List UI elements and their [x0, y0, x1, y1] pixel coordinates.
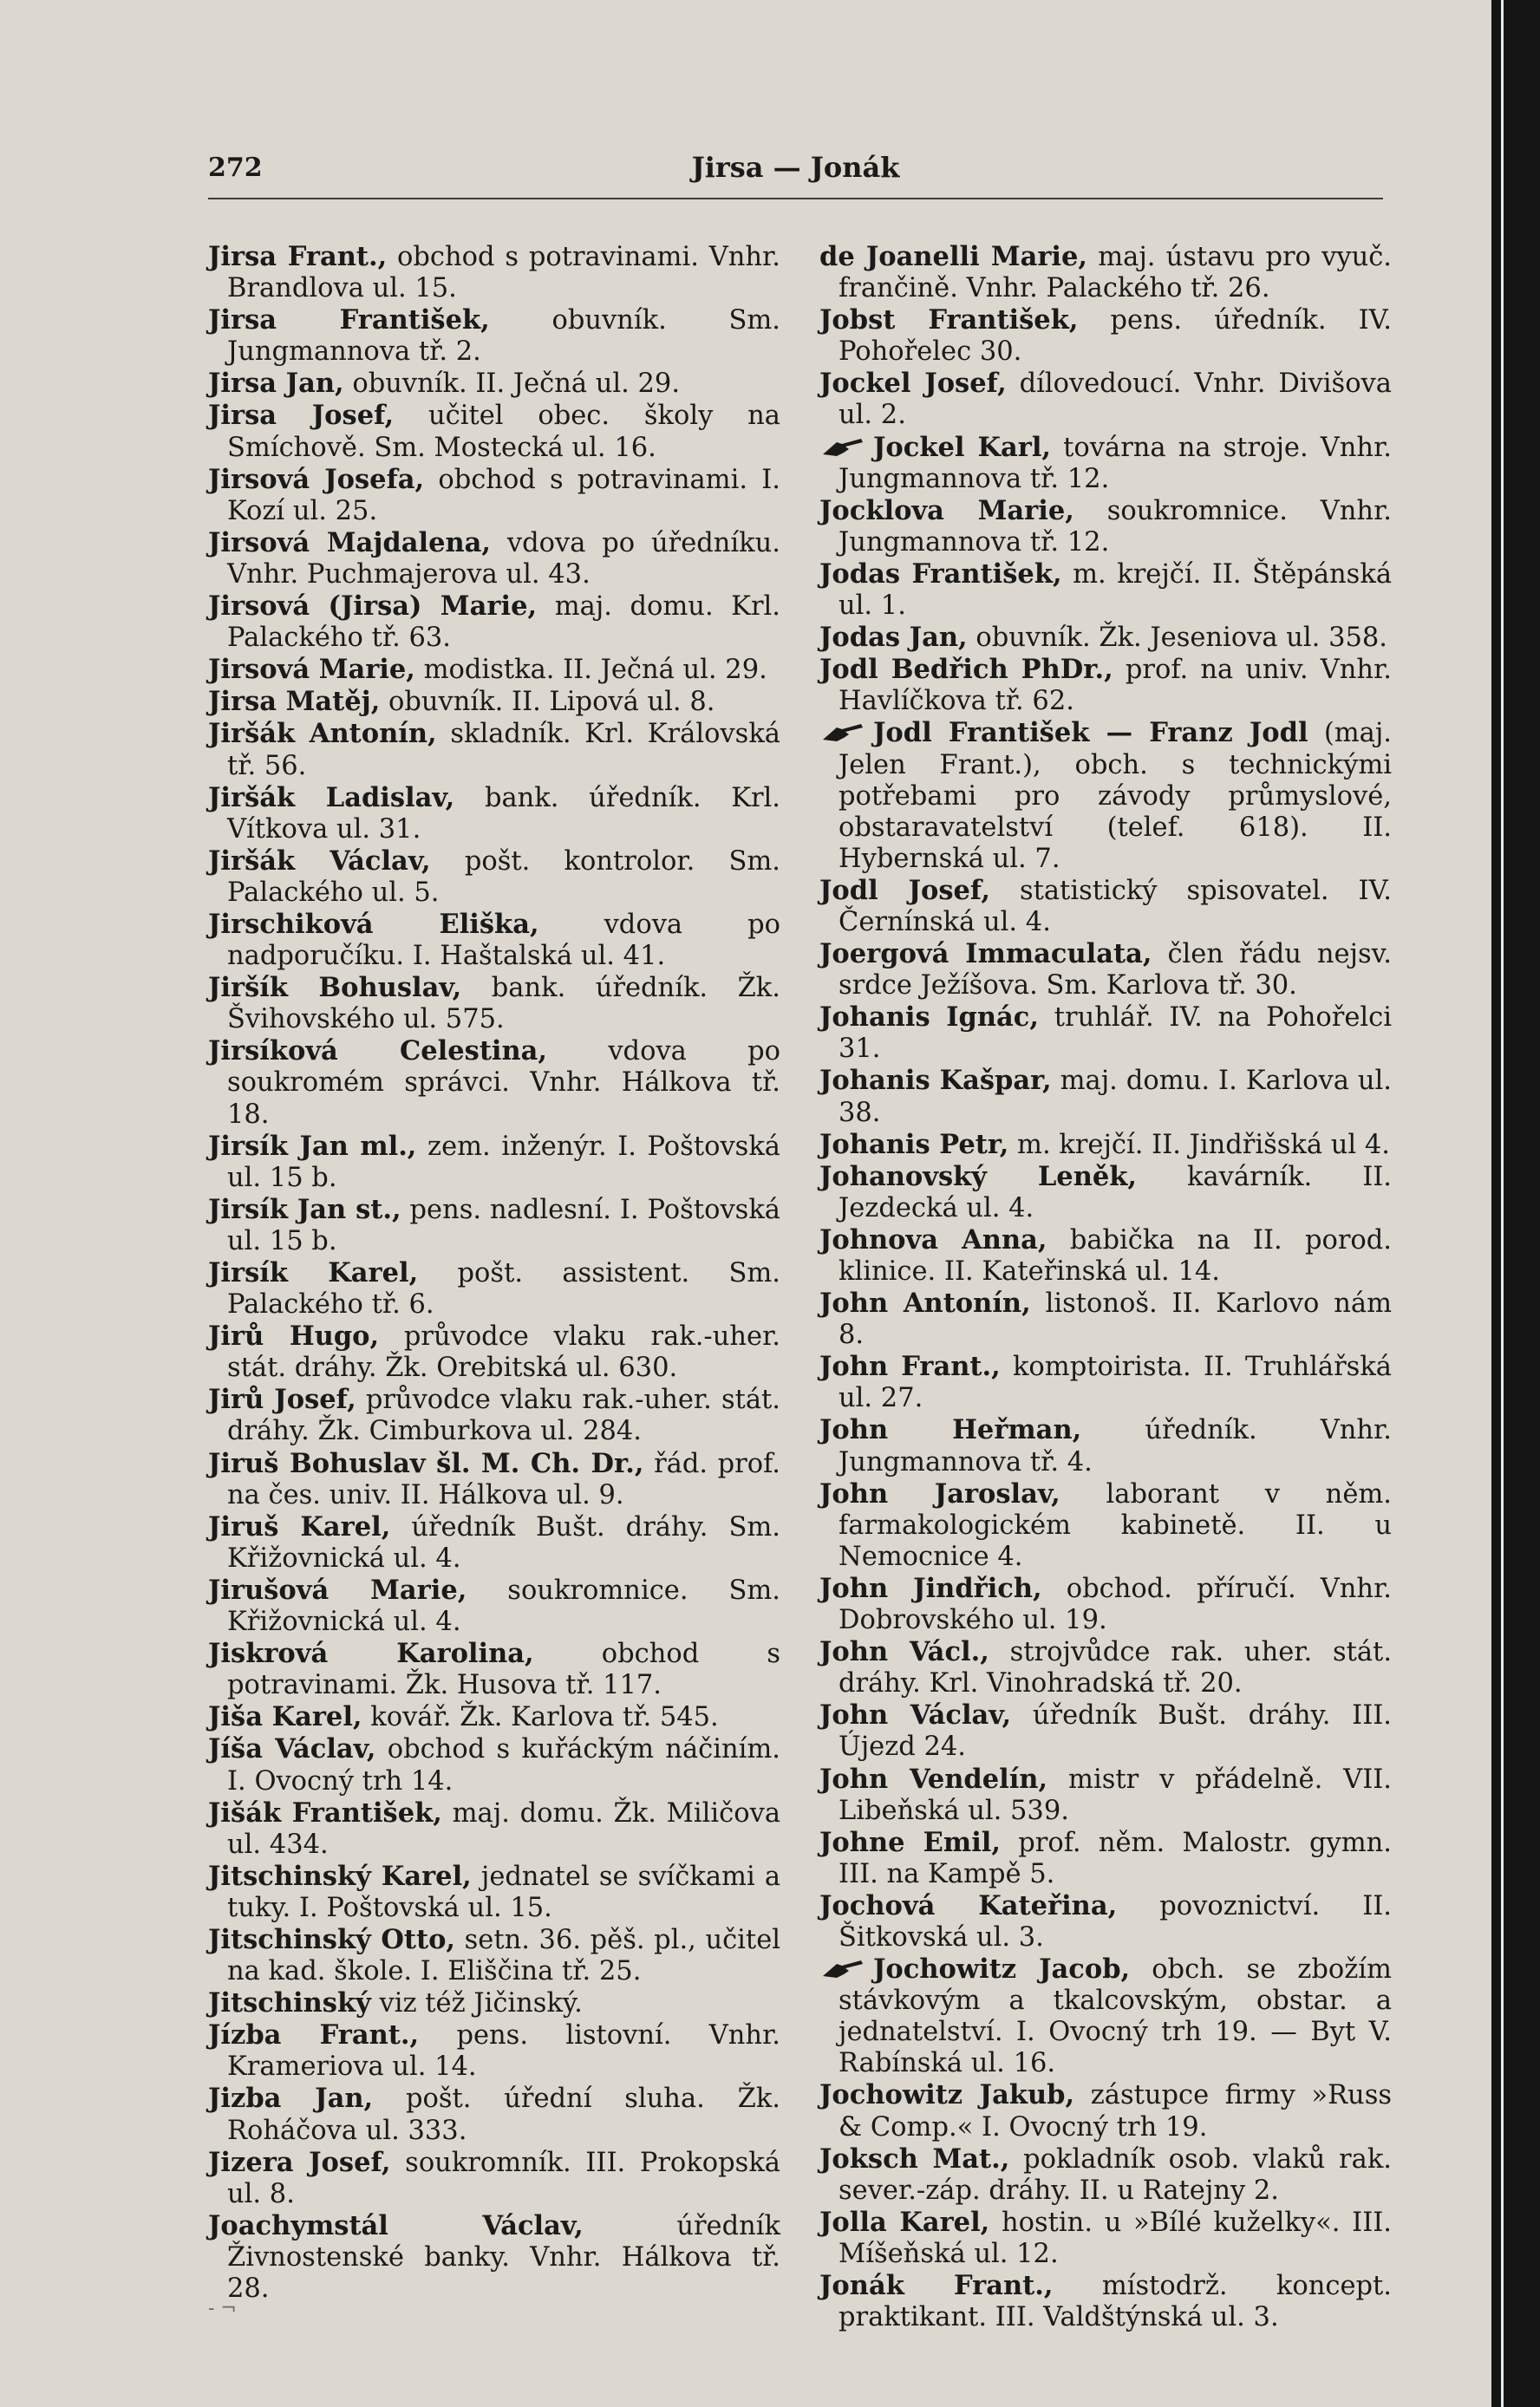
entry-name: John Frant.,: [819, 1351, 1001, 1383]
directory-entry: [208, 2083, 780, 2146]
entry-details: průvodce vlaku rak.-uher. stát. dráhy. Žk. Cimburkova ul. 284.: [227, 1385, 780, 1447]
entry-name: Jízba Frant.,: [208, 2019, 420, 2051]
entry-name: Jirsíková Celestina,: [208, 1035, 548, 1067]
entry-details: učitel obec. školy na Smíchově. Sm. Mostecká ul. 16.: [227, 401, 780, 463]
footer-mark: - ¬: [208, 2298, 237, 2319]
directory-entry: [819, 495, 1392, 558]
entry-details: dílovedoucí. Vnhr. Divišova ul. 2.: [839, 369, 1392, 431]
entry-details: kavárník. II. Jezdecká ul. 4.: [839, 1161, 1392, 1223]
entry-details: maj. domu. I. Karlova ul. 38.: [839, 1066, 1392, 1128]
entry-name: Jíša Václav,: [208, 1733, 376, 1765]
entry-details: prof. něm. Malostr. gymn. III. na Kampě 5.: [839, 1827, 1392, 1889]
entry-name: Jodas František,: [819, 558, 1062, 590]
directory-entry: [208, 1861, 780, 1924]
entry-name: Jodl Josef,: [819, 874, 990, 906]
directory-entry: [819, 1954, 1392, 2079]
directory-entry: [208, 2210, 780, 2305]
directory-entry: [208, 590, 780, 654]
entry-name: Johanis Petr,: [819, 1128, 1009, 1160]
directory-entry: [819, 2079, 1392, 2143]
directory-entry: [208, 1733, 780, 1797]
entry-name: Jirsová Majdalena,: [208, 526, 492, 558]
entry-details: vdova po soukromém správci. Vnhr. Hálkova tř. 18.: [227, 1036, 780, 1130]
entry-details: statistický spisovatel. IV. Černínská ul. 4.: [839, 875, 1392, 937]
entry-details: obchod s potravinami. Žk. Husova tř. 117.: [227, 1639, 780, 1701]
directory-entry: [819, 1699, 1392, 1763]
directory-entry: [208, 1638, 780, 1701]
directory-entry: [819, 1827, 1392, 1890]
entry-details: m. krejčí. II. Štěpánská ul. 1.: [839, 558, 1392, 622]
entry-name: Jirsa Jan,: [208, 368, 344, 400]
directory-entry: [819, 1224, 1392, 1288]
entry-name: Jiskrová Karolina,: [208, 1638, 534, 1670]
directory-entry: [819, 1573, 1392, 1636]
directory-entry: [208, 1131, 780, 1194]
directory-entry: [819, 558, 1392, 622]
entry-name: Jocklova Marie,: [819, 494, 1074, 526]
entry-details: zástupce firmy »Russ & Comp.« I. Ovocný trh 19.: [839, 2080, 1393, 2143]
entry-details: vdova po úředníku. Vnhr. Puchmajerova ul. 43.: [227, 527, 780, 590]
entry-details: hostin. u »Bílé kuželky«. III. Míšeňská ul. 12.: [839, 2207, 1392, 2269]
directory-entry: [208, 1035, 780, 1130]
entry-name: Johanis Ignác,: [819, 1001, 1040, 1034]
directory-entry: [208, 1257, 780, 1321]
directory-entry: [208, 718, 780, 781]
entry-name: Jirsová Marie,: [208, 654, 415, 686]
entry-name: Jodl Bedřich PhDr.,: [819, 654, 1113, 686]
entry-details: povoznictví. II. Šitkovská ul. 3.: [839, 1890, 1392, 1953]
entry-details: truhlář. IV. na Pohořelci 31.: [839, 1002, 1393, 1065]
directory-entry: [208, 2147, 780, 2210]
entry-name: Jirů Hugo,: [208, 1321, 380, 1353]
entry-details: skladník. Krl. Královská tř. 56.: [227, 719, 780, 781]
entry-name: John Heřman,: [819, 1414, 1082, 1446]
entry-details: obchod s potravinami. I. Kozí ul. 25.: [227, 464, 780, 526]
entry-name: Jirsík Jan ml.,: [208, 1130, 417, 1162]
directory-entry: [819, 241, 1392, 304]
directory-entry: [208, 527, 780, 590]
entry-name: Jochowitz Jacob,: [873, 1954, 1131, 1986]
directory-entry: [819, 938, 1392, 1001]
entry-details: továrna na stroje. Vnhr. Jungmannova tř. 12.: [839, 432, 1392, 494]
entry-name: John Václav,: [819, 1699, 1012, 1732]
directory-entry: [208, 1511, 780, 1575]
entry-name: Jodas Jan,: [819, 622, 968, 654]
entry-name: Jochowitz Jakub,: [819, 2079, 1075, 2111]
entry-details: průvodce vlaku rak.-uher. stát. dráhy. Žk. Orebitská ul. 630.: [227, 1321, 780, 1384]
entry-details: modistka. II. Ječná ul. 29.: [423, 655, 767, 686]
entry-name: John Antonín,: [819, 1288, 1031, 1320]
entry-name: Jirschiková Eliška,: [208, 908, 539, 940]
directory-entry: [819, 1636, 1392, 1699]
directory-entry: [208, 1194, 780, 1257]
entry-name: Jodl František — Franz Jodl: [873, 717, 1308, 749]
directory-entry: [819, 622, 1392, 654]
entry-name: Jiršík Bohuslav,: [208, 972, 462, 1004]
entry-details: pošt. assistent. Sm. Palackého tř. 6.: [227, 1258, 780, 1321]
directory-entry: [819, 432, 1392, 495]
entry-name: Johne Emil,: [819, 1826, 1001, 1858]
entry-name: Johanovský Leněk,: [819, 1160, 1138, 1192]
entry-details: maj. ústavu pro vyuč. frančině. Vnhr. Palackého tř. 26.: [839, 242, 1392, 304]
directory-entry: [819, 2207, 1392, 2270]
entry-details: místodrž. koncept. praktikant. III. Valdštýnská ul. 3.: [839, 2271, 1393, 2333]
pointing-hand-icon: [819, 1957, 868, 1980]
entry-details: kovář. Žk. Karlova tř. 545.: [370, 1702, 719, 1733]
entry-details: maj. domu. Žk. Miličova ul. 434.: [227, 1797, 781, 1860]
entry-details: řád. prof. na čes. univ. II. Hálkova ul. 9.: [227, 1448, 780, 1510]
entry-details: pokladník osob. vlaků rak. sever.-záp. dráhy. II. u Ratejny 2.: [839, 2143, 1392, 2206]
entry-name: Jirsa Josef,: [208, 400, 395, 432]
entry-name: Jirsa František,: [208, 304, 490, 336]
entry-details: pošt. kontrolor. Sm. Palackého ul. 5.: [227, 845, 780, 908]
entry-name: Jitschinský Otto,: [208, 1923, 456, 1955]
entry-name: Jitschinský Karel,: [208, 1860, 472, 1892]
entry-name: Jiša Karel,: [208, 1701, 362, 1733]
entry-details: obchod s kuřáckým náčiním. I. Ovocný trh 14.: [227, 1734, 780, 1797]
entry-name: Jirsa Frant.,: [208, 241, 388, 272]
entry-name: Jišák František,: [208, 1797, 442, 1829]
entry-details: pens. nadlesní. I. Poštovská ul. 15 b.: [227, 1194, 780, 1256]
directory-entry: [819, 1351, 1392, 1414]
directory-entry: [819, 368, 1392, 431]
entry-details: listonoš. II. Karlovo nám 8.: [839, 1288, 1392, 1351]
directory-entry: [208, 1701, 780, 1733]
entry-details: úředník. Vnhr. Jungmannova tř. 4.: [839, 1415, 1392, 1477]
entry-name: Jiršák Václav,: [208, 845, 431, 877]
entry-details: vdova po nadporučíku. I. Haštalská ul. 41.: [227, 909, 780, 972]
entry-details: soukromník. III. Prokopská ul. 8.: [227, 2147, 780, 2209]
entry-name: Jiruš Bohuslav šl. M. Ch. Dr.,: [208, 1447, 644, 1479]
directory-entry: [208, 1384, 780, 1447]
entry-details: babička na II. porod. klinice. II. Kateřinská ul. 14.: [839, 1224, 1392, 1287]
directory-entry: [208, 845, 780, 909]
directory-entry: [819, 304, 1392, 368]
entry-details: mistr v přádelně. VII. Libeňská ul. 539.: [839, 1764, 1392, 1826]
entry-name: Jobst František,: [819, 304, 1079, 336]
entry-details: obuvník. Sm. Jungmannova tř. 2.: [227, 305, 781, 368]
entry-name: Jockel Karl,: [873, 431, 1052, 463]
entry-details: maj. domu. Krl. Palackého tř. 63.: [227, 591, 781, 654]
entry-name: Jizba Jan,: [208, 2083, 374, 2115]
entry-name: Jolla Karel,: [819, 2206, 990, 2238]
entry-details: obch. se zbožím stávkovým a tkalcovským, obstar. a jednatelství. I. Ovocný trh 19. — Byt V. Rabínská ul. 16.: [839, 1954, 1392, 2079]
entry-name: Joachymstál Václav,: [208, 2209, 584, 2241]
entry-details: bank. úředník. Žk. Švihovského ul. 575.: [227, 973, 780, 1035]
directory-entry: [819, 1288, 1392, 1351]
directory-entry: [819, 1129, 1392, 1161]
right-column: [819, 241, 1392, 2333]
entry-name: Jiruš Karel,: [208, 1510, 391, 1543]
entry-name: Joergová Immaculata,: [819, 938, 1152, 970]
directory-entry: [208, 1575, 780, 1638]
directory-entry: [208, 1987, 780, 2019]
scan-edge: [1491, 0, 1540, 2407]
directory-entry: [208, 972, 780, 1035]
entry-name: Jirů Josef,: [208, 1384, 356, 1416]
directory-entry: [819, 2143, 1392, 2207]
directory-entry: [208, 304, 780, 368]
entry-details: prof. na univ. Vnhr. Havlíčkova tř. 62.: [839, 655, 1392, 717]
directory-entry: [208, 368, 780, 400]
directory-entry: [208, 400, 780, 463]
entry-details: pošt. úřední sluha. Žk. Roháčova ul. 333.: [227, 2084, 780, 2146]
entry-details: úředník Bušt. dráhy. III. Újezd 24.: [839, 1700, 1392, 1763]
entry-details: obchod. příručí. Vnhr. Dobrovského ul. 19.: [839, 1573, 1393, 1636]
entry-name: Jonák Frant.,: [819, 2270, 1054, 2301]
directory-entry: [819, 875, 1392, 938]
page-header: [208, 147, 1383, 189]
directory-entry: [819, 1065, 1392, 1128]
entry-name: Jirsová (Jirsa) Marie,: [208, 590, 538, 623]
entry-name: John Jindřich,: [819, 1572, 1042, 1604]
entry-name: Joksch Mat.,: [819, 2143, 1010, 2175]
entry-details: pens. listovní. Vnhr. Krameriova ul. 14.: [227, 2020, 780, 2083]
entry-details: soukromnice. Sm. Křižovnická ul. 4.: [227, 1575, 780, 1638]
entry-name: Jirsík Jan st.,: [208, 1193, 401, 1225]
entry-details: soukromnice. Vnhr. Jungmannova tř. 12.: [839, 495, 1392, 558]
entry-details: obuvník. II. Ječná ul. 29.: [352, 369, 681, 400]
directory-entry: [819, 654, 1392, 717]
pointing-hand-icon: [819, 435, 868, 458]
entry-details: úředník Živnostenské banky. Vnhr. Hálkova tř. 28.: [227, 2210, 780, 2304]
directory-entry: [819, 1764, 1392, 1827]
entry-name: Jirušová Marie,: [208, 1574, 467, 1606]
entry-name: de Joanelli Marie,: [819, 241, 1088, 272]
entry-name: Jockel Josef,: [819, 368, 1007, 400]
entry-details: bank. úředník. Krl. Vítkova ul. 31.: [227, 782, 781, 845]
entry-details: úředník Bušt. dráhy. Sm. Křižovnická ul. 4.: [227, 1511, 780, 1574]
directory-entry: [208, 654, 780, 686]
left-column: [208, 241, 780, 2305]
entry-name: Jirsová Josefa,: [208, 463, 425, 495]
entry-name: Jirsík Karel,: [208, 1257, 419, 1288]
entry-details: pens. úředník. IV. Pohořelec 30.: [839, 305, 1393, 368]
entry-details: strojvůdce rak. uher. stát. dráhy. Krl. Vinohradská tř. 20.: [839, 1637, 1393, 1699]
entry-details: laborant v něm. farmakologickém kabinetě. II. u Nemocnice 4.: [839, 1478, 1392, 1572]
directory-entry: [208, 1448, 780, 1511]
directory-entry: [819, 2270, 1392, 2333]
running-head: Jirsa — Jonák: [691, 151, 900, 184]
entry-name: Johanis Kašpar,: [819, 1065, 1052, 1097]
entry-details: obuvník. Žk. Jeseniova ul. 358.: [976, 623, 1387, 654]
pointing-hand-icon: [819, 721, 868, 743]
entry-name: Jizera Josef,: [208, 2146, 391, 2178]
entry-details: obuvník. II. Lipová ul. 8.: [388, 687, 715, 718]
directory-entry: [208, 1797, 780, 1861]
directory-entry: [819, 717, 1392, 874]
directory-entry: [208, 782, 780, 845]
directory-entry: [208, 464, 780, 527]
entry-name: John Jaroslav,: [819, 1477, 1060, 1510]
entry-name: Jiršák Ladislav,: [208, 781, 455, 813]
directory-entry: [208, 1321, 780, 1384]
entry-name: John Vendelín,: [819, 1763, 1048, 1795]
scan-edge-line: [1501, 0, 1504, 2407]
entry-name: Johnova Anna,: [819, 1223, 1047, 1256]
entry-name: Jiršák Antonín,: [208, 718, 437, 750]
entry-details: (maj. Jelen Frant.), obch. s technickými potřebami pro závody průmyslové, obstaravatelství (telef. 618). II. Hybernská ul. 7.: [839, 718, 1392, 874]
directory-entry: [819, 1001, 1392, 1065]
header-rule: [208, 198, 1383, 199]
directory-entry: [819, 1890, 1392, 1954]
directory-entry: [819, 1414, 1392, 1477]
entry-name: Jitschinský: [208, 1987, 371, 2019]
directory-entry: [208, 686, 780, 718]
directory-entry: [208, 909, 780, 972]
entry-details: zem. inženýr. I. Poštovská ul. 15 b.: [227, 1131, 780, 1193]
entry-details: komptoirista. II. Truhlářská ul. 27.: [839, 1352, 1392, 1414]
directory-entry: [208, 241, 780, 304]
entry-details: m. krejčí. II. Jindřišská ul 4.: [1017, 1129, 1390, 1160]
directory-entry: [208, 2019, 780, 2083]
entry-name: Jirsa Matěj,: [208, 686, 381, 718]
directory-entry: [819, 1161, 1392, 1224]
entry-name: John Václ.,: [819, 1636, 989, 1668]
directory-entry: [208, 1924, 780, 1987]
entry-details: jednatel se svíčkami a tuky. I. Poštovská ul. 15.: [227, 1861, 780, 1923]
entry-details: setn. 36. pěš. pl., učitel na kad. škole. I. Eliščina tř. 25.: [227, 1924, 780, 1987]
entry-details: viz též Jičinský.: [379, 1988, 583, 2019]
page-number: 272: [208, 153, 263, 183]
entry-details: obchod s potravinami. Vnhr. Brandlova ul. 15.: [227, 242, 780, 304]
directory-entry: [819, 1478, 1392, 1573]
entry-name: Jochová Kateřina,: [819, 1889, 1118, 1921]
entry-details: člen řádu nejsv. srdce Ježíšova. Sm. Karlova tř. 30.: [839, 939, 1392, 1001]
